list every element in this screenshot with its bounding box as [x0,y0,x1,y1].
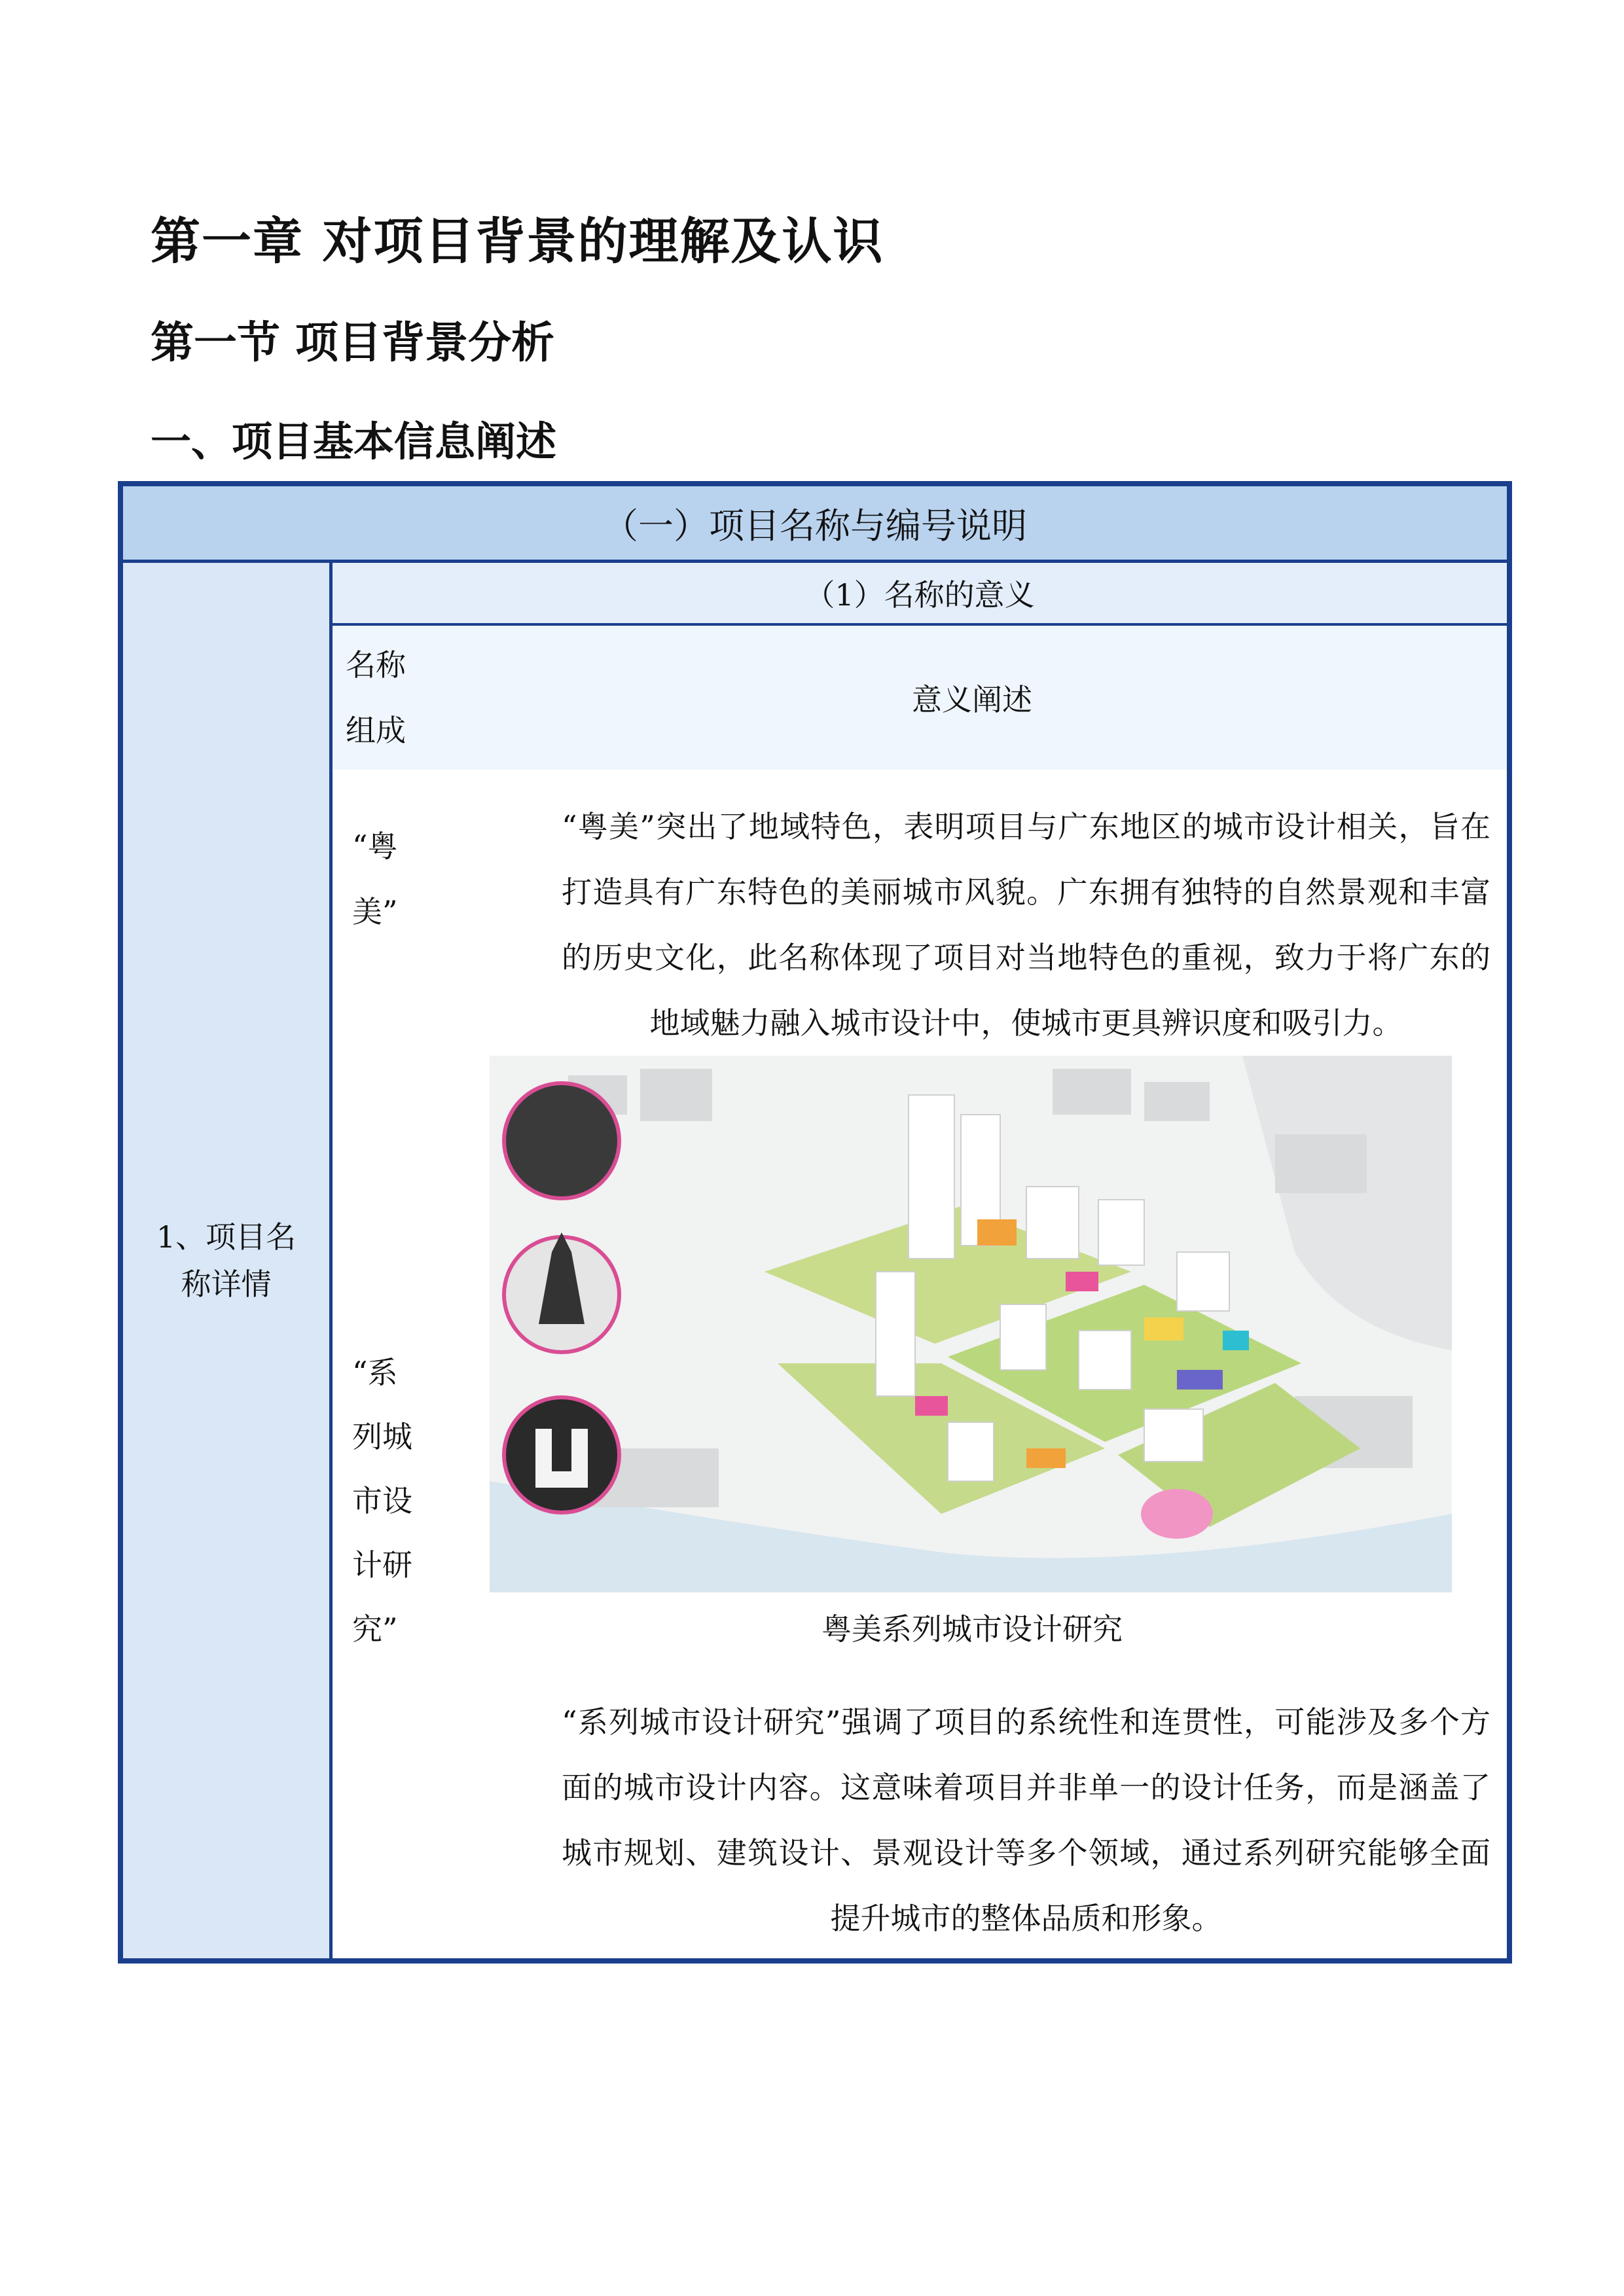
item1-desc: “粤美”突出了地域特色，表明项目与广东地区的城市设计相关，旨在打造具有广东特色的美丽城市风貌。广东拥有独特的自然景观和丰富的历史文化，此名称体现了项目对当地特色的重视，致力于将广东的地域魅力融入城市设计中，使城市更具辨识度和吸引力。 [562,809,1490,1041]
item1-desc-cell [437,794,1507,1056]
row-label: 1、项目名称详情 [156,1219,297,1302]
sub-title: （1）名称的意义 [333,563,1507,626]
item2-desc-cell [437,1689,1507,1951]
urban-design-illustration [490,1056,1452,1592]
section-heading: 第一节 项目背景分析 [151,317,554,368]
item2-desc: “系列城市设计研究”强调了项目的系统性和连贯性，可能涉及多个方面的城市设计内容。这意味着项目并非单一的设计任务，而是涵盖了城市规划、建筑设计、景观设计等多个领域，通过系列研究能够全面提升城市的整体品质和形象。 [562,1704,1490,1936]
item2-name-cell [333,1340,437,1661]
row-label-cell [123,563,333,1958]
table-title: （一）项目名称与编号说明 [123,486,1507,563]
subsection-heading: 一、项目基本信息阐述 [151,418,557,465]
column-header-name-text: 名称组成 [346,647,406,748]
item2-name: “系列城市设计研究” [352,1355,412,1647]
item1-name: “粤美” [352,829,398,929]
column-header-desc: 意义阐述 [437,626,1507,770]
urban-design-figure [490,1056,1452,1592]
info-table [118,481,1512,1964]
chapter-heading: 第一章 对项目背景的理解及认识 [151,212,884,270]
item1-name-cell [333,814,437,944]
figure-caption: 粤美系列城市设计研究 [821,1611,1123,1647]
column-header-name [333,626,437,770]
